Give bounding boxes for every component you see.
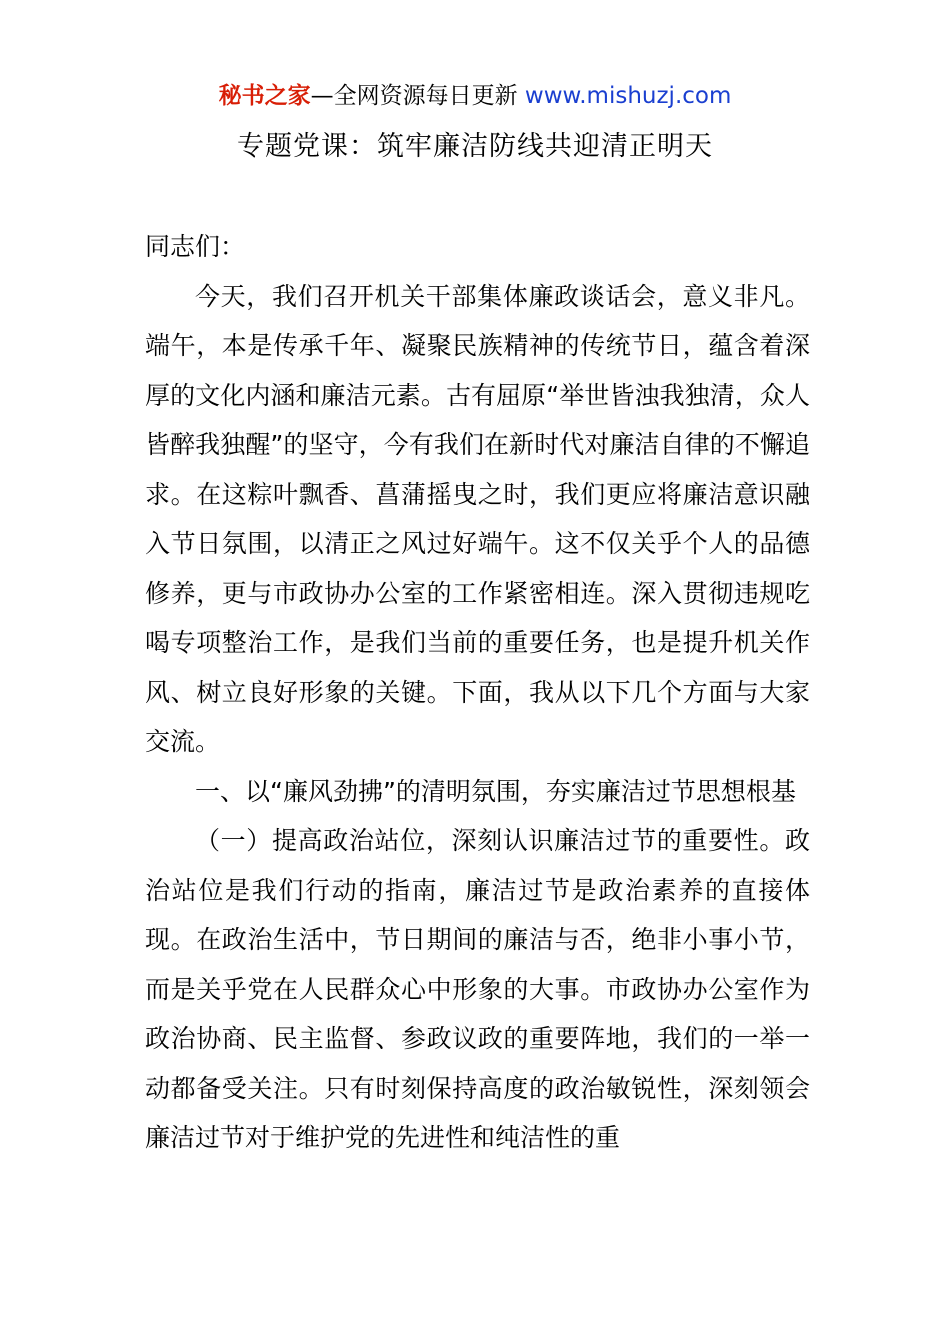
document-title: 专题党课：筑牢廉洁防线共迎清正明天 (237, 131, 713, 162)
paragraph-subsection-1: （一）提高政治站位，深刻认识廉洁过节的重要性。政治站位是我们行动的指南，廉洁过节是政治素养的直接体现。在政治生活中，节日期间的廉洁与否，绝非小事小节，而是关乎党在人民群众心中形象的大事。市政协办公室作为政治协商、民主监督、参政议政的重要阵地，我们的一举一动都备受关注。只有时刻保持高度的政治敏锐性，深刻领会廉洁过节对于维护党的先进性和纯洁性的重 (145, 826, 810, 1152)
salutation: 同志们： (145, 232, 246, 261)
header-tagline: —全网资源每日更新 (310, 83, 525, 109)
section-heading-1: 一、以“廉风劲拂”的清明氛围，夯实廉洁过节思想根基 (195, 776, 796, 806)
brand-name: 秘书之家 (218, 83, 311, 109)
site-url-link[interactable]: www.mishuzj.com (524, 83, 732, 109)
paragraph-intro: 今天，我们召开机关干部集体廉政谈话会，意义非凡。端午，本是传承千年、凝聚民族精神的传统节日，蕴含着深厚的文化内涵和廉洁元素。古有屈原“举世皆浊我独清，众人皆醉我独醒”的坚守，今有我们在新时代对廉洁自律的不懈追求。在这粽叶飘香、菖蒲摇曳之时，我们更应将廉洁意识融入节日氛围，以清正之风过好端午。这不仅关乎个人的品德修养，更与市政协办公室的工作紧密相连。深入贯彻违规吃喝专项整治工作，是我们当前的重要任务，也是提升机关作风、树立良好形象的关键。下面，我从以下几个方面与大家交流。 (145, 281, 810, 756)
document-body (145, 222, 810, 1163)
site-header (0, 80, 950, 112)
